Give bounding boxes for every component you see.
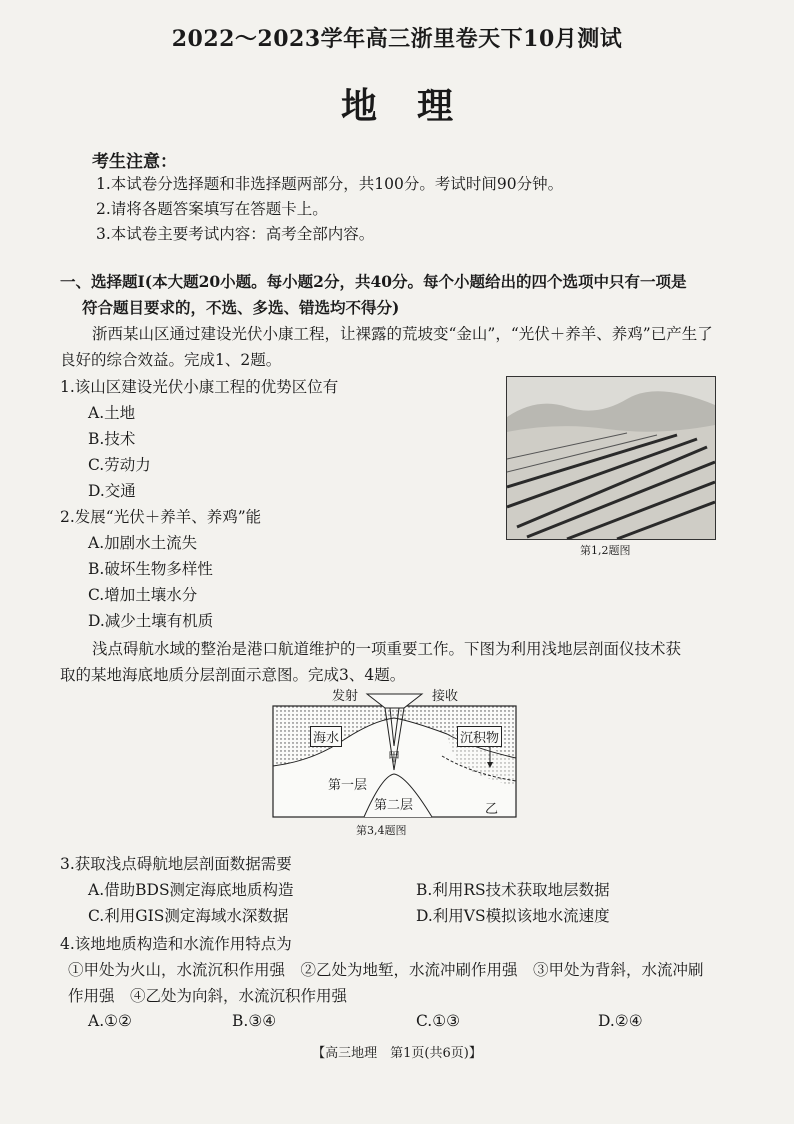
question-1-stem: 1.该山区建设光伏小康工程的优势区位有	[60, 378, 339, 396]
page-footer: 【高三地理 第1页(共6页)】	[312, 1046, 482, 1061]
question-3-option-c[interactable]: C.利用GIS测定海域水深数据	[88, 907, 289, 925]
passage-intro-cont: 良好的综合效益。完成1、2题。	[60, 351, 282, 369]
label-emit: 发射	[332, 689, 359, 704]
question-2-option-a[interactable]: A.加剧水土流失	[88, 534, 198, 552]
question-1-option-d[interactable]: D.交通	[88, 482, 136, 500]
label-yi: 乙	[485, 802, 499, 817]
question-4-statements-cont: 作用强 ④乙处为向斜，水流沉积作用强	[68, 987, 348, 1005]
label-sediment: 沉积物	[457, 726, 502, 747]
label-layer-1: 第一层	[328, 778, 368, 793]
label-layer-2: 第二层	[374, 798, 414, 813]
question-3-option-b[interactable]: B.利用RS技术获取地层数据	[416, 881, 610, 899]
question-1-option-c[interactable]: C.劳动力	[88, 456, 151, 474]
question-4-option-a[interactable]: A.①②	[88, 1012, 132, 1030]
question-4-option-d[interactable]: D.②④	[598, 1012, 643, 1030]
question-3-stem: 3.获取浅点碍航地层剖面数据需要	[60, 855, 292, 873]
notice-heading: 考生注意：	[92, 152, 177, 172]
question-4-statements: ①甲处为火山，水流沉积作用强 ②乙处为地堑，水流冲刷作用强 ③甲处为背斜，水流冲刷	[68, 961, 704, 979]
diagram-caption: 第3,4题图	[356, 824, 407, 837]
passage-2: 浅点碍航水域的整治是港口航道维护的一项重要工作。下图为利用浅地层剖面仪技术获	[92, 640, 682, 658]
label-jia: 甲	[388, 750, 401, 764]
notice-item: 2.请将各题答案填写在答题卡上。	[96, 200, 328, 218]
notice-item: 1.本试卷分选择题和非选择题两部分，共100分。考试时间90分钟。	[96, 175, 564, 193]
notice-item: 3.本试卷主要考试内容：高考全部内容。	[96, 225, 375, 243]
question-4-stem: 4.该地地质构造和水流作用特点为	[60, 935, 292, 953]
label-receive: 接收	[432, 689, 459, 704]
question-4-option-b[interactable]: B.③④	[232, 1012, 277, 1030]
photo-caption: 第1,2题图	[580, 544, 631, 557]
solar-panel-photo	[506, 376, 716, 540]
passage-intro: 浙西某山区通过建设光伏小康工程，让裸露的荒坡变“金山”，“光伏＋养羊、养鸡”已产生了	[92, 325, 713, 343]
label-sea-water: 海水	[310, 726, 342, 747]
passage-2-cont: 取的某地海底地质分层剖面示意图。完成3、4题。	[60, 666, 406, 684]
question-3-option-a[interactable]: A.借助BDS测定海底地质构造	[88, 881, 294, 899]
subject-title: 地理	[340, 85, 493, 127]
question-3-option-d[interactable]: D.利用VS模拟该地水流速度	[416, 907, 610, 925]
section-heading-cont: 符合题目要求的，不选、多选、错选均不得分)	[82, 298, 400, 317]
question-4-option-c[interactable]: C.①③	[416, 1012, 461, 1030]
exam-title: 2022～2023学年高三浙里卷天下10月测试	[171, 26, 623, 52]
question-2-option-b[interactable]: B.破坏生物多样性	[88, 560, 213, 578]
question-1-option-a[interactable]: A.土地	[88, 404, 136, 422]
question-2-option-c[interactable]: C.增加土壤水分	[88, 586, 198, 604]
question-2-option-d: D.减少土壤有机质	[88, 612, 214, 630]
section-heading: 一、选择题Ⅰ(本大题20小题。每小题2分，共40分。每个小题给出的四个选项中只有一项是	[60, 272, 687, 291]
seabed-profile-diagram	[272, 686, 517, 818]
question-2-stem: 2.发展“光伏＋养羊、养鸡”能	[60, 508, 262, 526]
question-1-option-b[interactable]: B.技术	[88, 430, 136, 448]
